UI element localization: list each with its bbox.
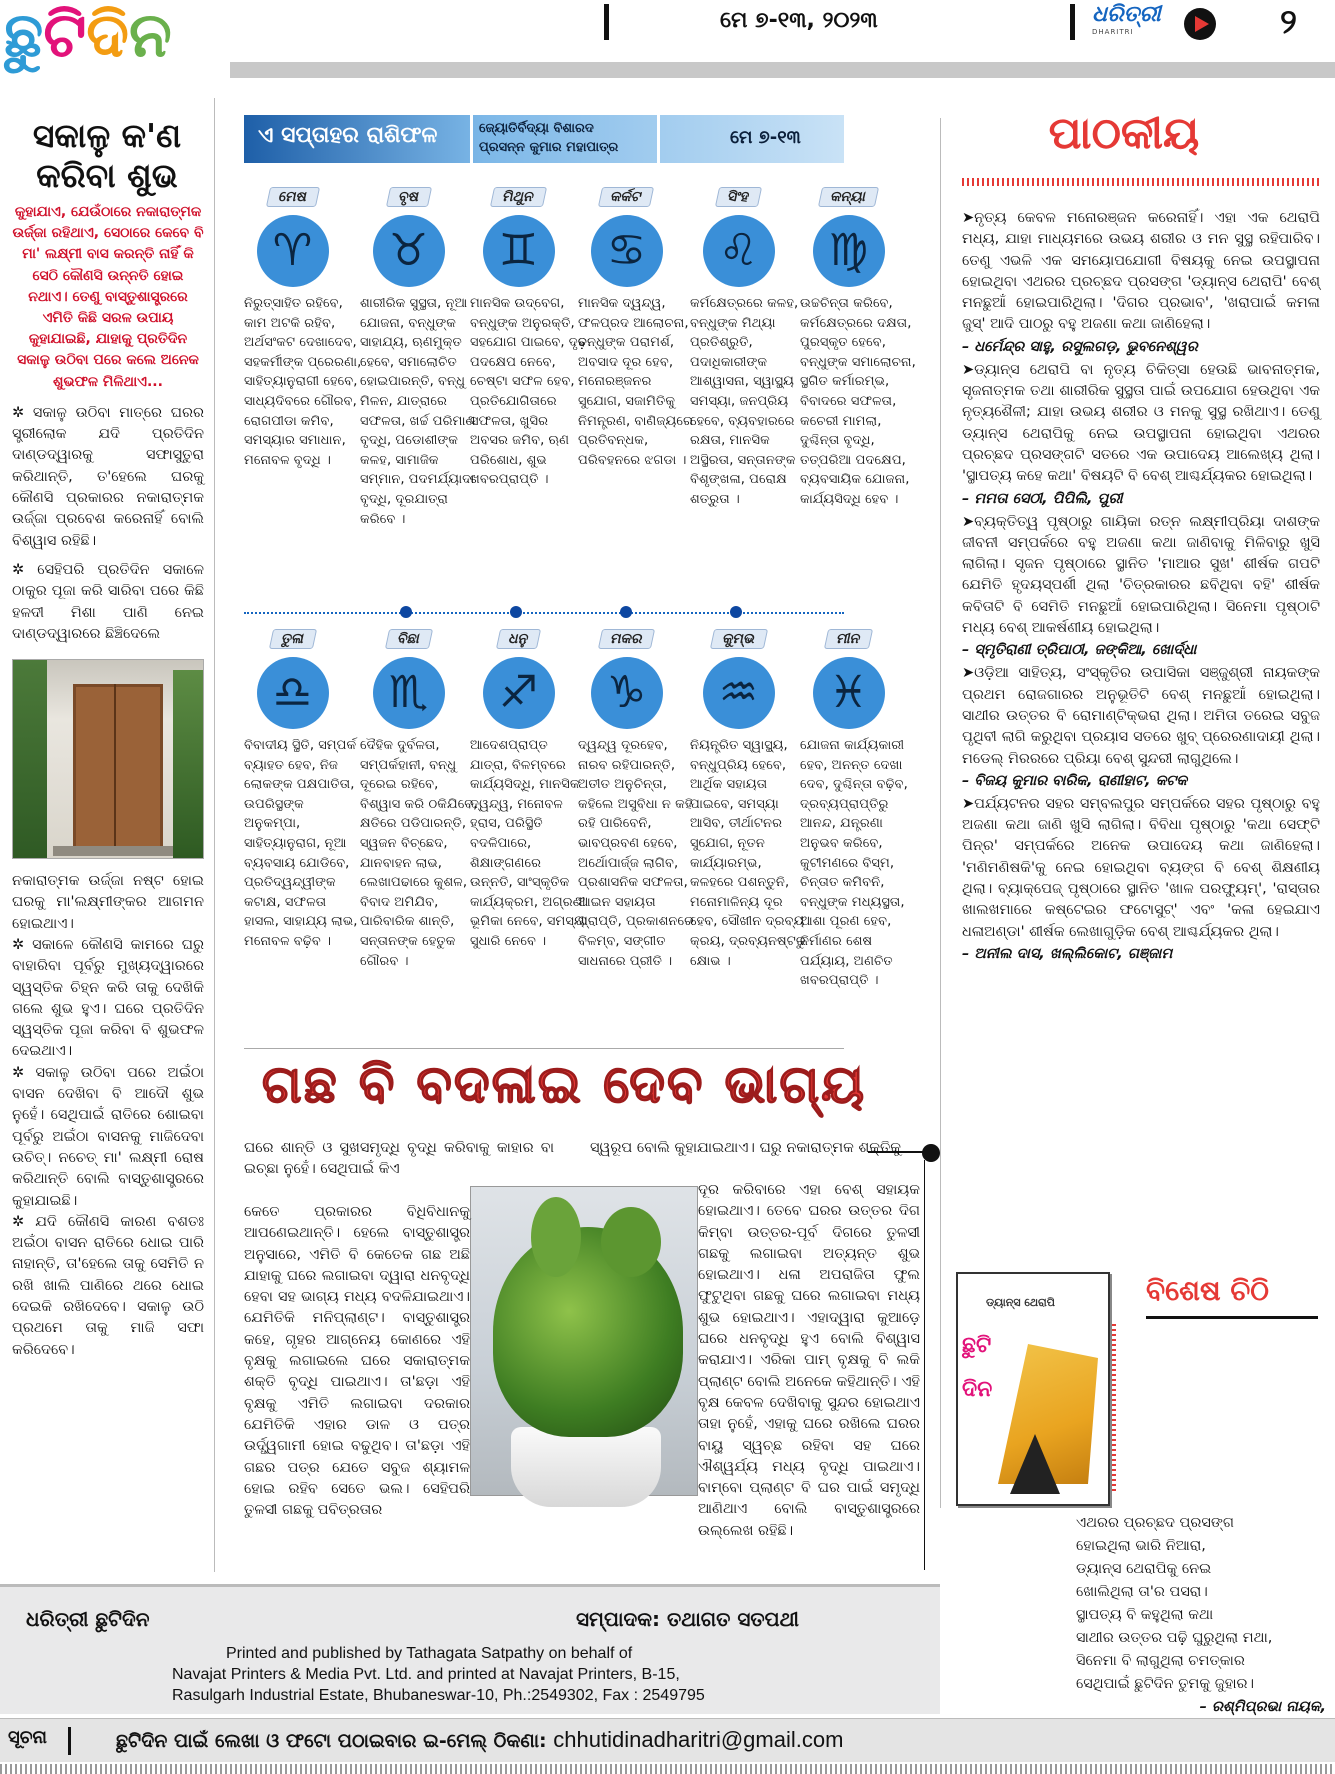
footer-printed-2: Navajat Printers & Media Pvt. Ltd. and printed at Navajat Printers, B-15, — [172, 1666, 680, 1683]
cover-title: ଡ୍ୟାନ୍ସ ଥେରାପି — [986, 1296, 1056, 1309]
brand-name: ଧରିତ୍ରୀ — [1092, 2, 1161, 27]
zodiac-symbol-icon: ♊ — [483, 215, 555, 287]
zodiac-name: କର୍କଟ — [598, 187, 655, 207]
poem-line: ଏଥରର ପ୍ରଚ୍ଛଦ ପ୍ରସଙ୍ଗ — [1076, 1515, 1234, 1531]
masthead — [4, 0, 224, 80]
poem-line: ସିନେମା ବି ଲାଗୁଥିଲା ଚମତ୍କାର — [1076, 1653, 1245, 1669]
zodiac-prediction: ଦୈହିକ ଦୁର୍ବଳତା, ସମ୍ପର୍କହାନୀ, ବନ୍ଧୁ ଦୂରେଇ ରହିବେ, ବିଶ୍ୱାସ କରି ଠକିଯିବେ, କ୍ଷତିରେ ପଡିପାରନ୍ତି, ସ୍ୱଜନ ବିଚ୍ଛେଦ, ଯାନବାହନ ଲାଭ, ଲେଖାପଢାରେ କୁଶଳ, ବିବାଦ ଅମିଯିବ, ପାରିବାରିକ ଶାନ୍ତି, ସନ୍ତାନଙ୍କ ହେତୁକ ଗୌରବ । — [360, 738, 478, 969]
special-letter-box — [956, 1272, 1326, 1715]
header-date: ମେ ୭-୧୩, ୨୦୨୩ — [720, 8, 878, 33]
zodiac-prediction: ଆଦେଶପ୍ରାପ୍ତ ଯାତ୍ରା, ବିଳମ୍ବରେ କାର୍ଯ୍ୟସିଦ୍ଧି, ମାନସିକ ଦ୍ୱନ୍ଦ୍ୱ, ମନୋବଳ ହ୍ରାସ, ପରିସ୍ଥିତି ବଦଳିପାରେ, ଶିକ୍ଷାଙ୍ଗଣରେ ଉନ୍ନତି, ସାଂସ୍କୃତିକ କାର୍ଯ୍ୟକ୍ରମ, ଅଗ୍ରଣୀ ଭୂମିକା ନେବେ, ସମସ୍ୟା ସୁଧାରି ନେବେ । — [470, 738, 588, 949]
zodiac-sign — [686, 186, 791, 287]
reader-letter: ➤ଓଡ଼ିଆ ସାହିତ୍ୟ, ସଂସ୍କୃତିର ଉପାସିକା ସଞ୍ଜୁଶ୍ରୀ ନାୟକଙ୍କ ପ୍ରଥମ ରୋଜଗାରର ଅନୁଭୂତିଟି ବେଶ୍ ମନଛୁଆଁ ହୋଇଥିଲା। ସାଥୀର ଉତ୍ତର ବି ରୋମାଣ୍ଟିକ୍‌ଭରା ଥିଲା। ଅମିତା ତରେଇ ସବୁଜ ପୃଥିବୀ ଲାଗି କରୁଥିବା ପ୍ରୟାସ ସତରେ ଖୁବ୍ ପ୍ରେରଣାଦାୟୀ ଥିଲା। ମଡେଲ୍ ମିରରରେ ପ୍ରିୟା ବେଶ୍ ସୁନ୍ଦରୀ ଲାଗୁଥିଲେ। — [962, 665, 1320, 767]
zodiac-sign — [240, 186, 345, 287]
zodiac-prediction: ଯୋଜନା କାର୍ଯ୍ୟକାରୀ ହେବ, ଅନନ୍ତ ଦେଖା ଦେବ, ଦୁଶ୍ଚିନ୍ତା ବଢ଼ିବ, ଦ୍ରବ୍ୟପ୍ରାପ୍ତିରୁ ଆନନ୍ଦ, ଯନ୍ତ୍ରଣା ଅନୁଭବ କରିବେ, କୁଟୀମଣରେ ବିସ୍ମ, ଚିନ୍ତାତ କମିବନି, ବନ୍ଧୁଙ୍କ ମଧ୍ୟସ୍ଥତା, ଆଶା ପୂରଣ ହେବ, ନିର୍ମାଣର ଶେଷ ପର୍ଯ୍ୟାୟ, ଅଣଚିତ ଖବରପ୍ରାପ୍ତି । — [800, 738, 908, 989]
zodiac-prediction: ମାନସିକ ଉଦ୍‌ବେଗ, ବନ୍ଧୁଙ୍କ ଅନୁରକ୍ତି, ସହଯୋଗ ପାଇବେ, ଦୃଢ଼ ପଦକ୍ଷେପ ନେବେ, ଚେଷ୍ଟା ସଫଳ ହେବ, ପ୍ରତିଯୋଗିତାରେ ସଫଳତା, ଖୁସିର ଅବସର ଜମିବ, ଋଣ ପରିଶୋଧ, ଶୁଭ ଖବରପ୍ରାପ୍ତି । — [470, 296, 587, 488]
zodiac-sign — [356, 628, 461, 729]
zodiac-sign — [796, 628, 901, 729]
poem-line: ଖୋଲିଥିଲା ତା'ର ପସରା। — [1076, 1584, 1208, 1600]
left-title-line2: କରିବା ଶୁଭ — [36, 156, 178, 195]
zodiac-sign — [466, 186, 571, 287]
zodiac-prediction: ଶାରୀରିକ ସୁସ୍ଥତା, ନୂଆ ଯୋଜନା, ବନ୍ଧୁଙ୍କ ସାହାଯ୍ୟ, ଋଣମୁକ୍ତ ହେବେ, ସମାଲୋଚିତ ହୋଇପାରନ୍ତି, ବନ୍ଧୁ ମିଳନ, ଯାତ୍ରାରେ ସଫଳତା, ଖର୍ଚ୍ଚ ପରିମାଣ ବୃଦ୍ଧି, ପଡୋଶୀଙ୍କ କଳହ, ସାମାଜିକ ସମ୍ମାନ, ପଦମର୍ଯ୍ୟାଦା ବୃଦ୍ଧି, ଦୂରଯାତ୍ରା କରିବେ । — [360, 296, 476, 527]
zodiac-symbol-icon: ♎ — [257, 657, 329, 729]
separator-dot — [620, 606, 632, 618]
masthead-letter-3: ଦି — [86, 0, 129, 71]
left-column — [0, 100, 214, 1570]
special-letter-corner — [1112, 1324, 1116, 1494]
zodiac-name: ମକର — [598, 629, 656, 649]
plant-bottom-rows — [244, 1502, 920, 1566]
notice-bar — [0, 1718, 1335, 1762]
cover-masthead: ଛୁଟିଦିନ — [962, 1333, 993, 1402]
zodiac-prediction: ନିୟନ୍ତ୍ରିତ ସ୍ୱାସ୍ଥ୍ୟ, ବନ୍ଧୁପ୍ରିୟ ହେବେ, ଆର୍ଥିକ ସହାୟତା ପାଇବେ, ସମସ୍ୟା ଆସିବ, ତୀର୍ଥାଟନର ସୁଯୋଗ, ନୂତନ କାର୍ଯ୍ୟାରମ୍ଭ, କଳହରେ ପଶନ୍ତୁନି, ମନୋମାଳିନ୍ୟ ଦୂର ହେବ, ସୌଖୀନ ଦ୍ରବ୍ୟ କ୍ରୟ, ଦ୍ରବ୍ୟନଷ୍ଟରୁ କ୍ଷୋଭ । — [690, 738, 806, 969]
zodiac-symbol-icon: ♓ — [813, 657, 885, 729]
zodiac-symbol-icon: ♍ — [813, 215, 885, 287]
reader-signature: – ମମତା ସେଠୀ, ପିପିଲି, ପୁରୀ — [962, 490, 1123, 507]
zodiac-symbol-icon: ♌ — [703, 215, 775, 287]
zodiac-prediction: କର୍ମକ୍ଷେତ୍ରରେ କଳହ, ବନ୍ଧୁଙ୍କ ମିଥ୍ୟା ପ୍ରତିଶ୍ରୁତି, ପଦାଧିକାରୀଙ୍କ ଆଶ୍ୱାସନା, ସ୍ୱାସ୍ଥ୍ୟ ସମସ୍ୟା, ଜନପ୍ରିୟ ହେବେ, ବ୍ୟବହାରରେ ରକ୍ଷତା, ମାନସିକ ଅସ୍ଥିରତା, ସନ୍ତାନଙ୍କ ବିଶୃଙ୍ଖଳା, ପରୋକ୍ଷ ଶତ୍ରୁତା । — [690, 296, 799, 507]
zodiac-name: ବୃଷ — [385, 187, 431, 207]
author-credential: ଜ୍ୟୋତିର୍ବିଦ୍ୟା ବିଶାରଦ — [479, 121, 594, 136]
zodiac-sign — [574, 186, 679, 287]
poem-signature-name: – ରଶ୍ମିପ୍ରଭା ନାୟକ, — [1199, 1699, 1326, 1715]
reader-signature: – ଧର୍ମେନ୍ଦ୍ର ସାହୁ, ରସୁଲଗଡ଼, ଭୁବନେଶ୍ୱର — [962, 338, 1198, 355]
left-para-3: ନକାରାତ୍ମକ ଉର୍ଜ୍ଜା ନଷ୍ଟ ହୋଇ ଘରକୁ ମା'ଲକ୍ଷ୍ମୀଙ୍କର ଆଗମନ ହୋଇଥାଏ। ✲ ସକାଳେ କୌଣସି କାମରେ ଘରୁ ବାହାରିବା ପୂର୍ବରୁ ମୁଖ୍ୟଦ୍ୱାରରେ ସ୍ୱସ୍ତିକ ଚିହ୍ନ କରି ତାକୁ ଦେଖିକି ଗଲେ ଶୁଭ ହୁଏ। ଘରେ ପ୍ରତିଦିନ ସ୍ୱସ୍ତିକ ପୂଜା କରିବା ବି ଶୁଭଫଳ ଦେଇଥାଏ। ✲ ସକାଳୁ ଉଠିବା ପରେ ଅଇଁଠା ବାସନ ଦେଖିବା ବି ଆଦୌ ଶୁଭ ନୁହେଁ। ସେଥିପାଇଁ ରାତିରେ ଶୋଇବା ପୂର୍ବରୁ ଅଇଁଠା ବାସନକୁ ମାଜିଦେବା ଉଚିତ୍। ନଚେତ୍ ମା' ଲକ୍ଷ୍ମୀ ରୋଷ କରିଥାନ୍ତି ବୋଲି ବାସ୍ତୁଶାସ୍ତ୍ରରେ କୁହାଯାଇଛି। ✲ ଯଦି କୌଣସି କାରଣ ବଶତଃ ଅଇଁଠା ବାସନ ରାତିରେ ଧୋଇ ପାରି ନାହାନ୍ତି, ତା'ହେଲେ ତାକୁ ସେମିତି ନ ରଖି ଖାଲି ପାଣିରେ ଥରେ ଧୋଇ ଦେଇକି ରଖିଦେବେ। ସକାଳୁ ଉଠି ପ୍ରଥମେ ତାକୁ ମାଜି ସଫା କରିଦେବେ। — [12, 873, 204, 1358]
plant-col2-body: ଦୂର କରିବାରେ ଏହା ବେଶ୍ ସହାୟକ ହୋଇଥାଏ। ତେବେ ଘରର ଉତ୍ତର ଦିଗ କିମ୍ବା ଉତ୍ତର-ପୂର୍ବ ଦିଗରେ ତୁଳସୀ ଗଛକୁ ଲଗାଇବା ଅତ୍ୟନ୍ତ ଶୁଭ ହୋଇଥାଏ। ଧଳା ଅପରାଜିତା ଫୁଲ ଫୁଟୁଥିବା ଗଛକୁ ଘରେ ଲଗାଇବା ମଧ୍ୟ ଶୁଭ ହୋଇଥାଏ। ଏହାଦ୍ୱାରା କୁଆଡ଼େ ଘରେ ଧନବୃଦ୍ଧି ହୁଏ ବୋଲି ବିଶ୍ୱାସ କରାଯାଏ। ଏରିକା ପାମ୍ ବୃକ୍ଷକୁ ବି ଲକି ପ୍ଲାଣ୍ଟ ବୋଲି ଅନେକେ କହିଥାନ୍ତି। ଏହି ବୃକ୍ଷ କେବଳ ଦେଖିବାକୁ ସୁନ୍ଦର ହୋଇଥାଏ ତାହା ନୁହେଁ, ଏହାକୁ ଘରେ ରଖିଲେ ଘରର ବାୟୁ ସ୍ୱଚ୍ଛ ରହିବା ସହ ଘରେ ଐଶ୍ୱର୍ଯ୍ୟ ମଧ୍ୟ ବୃଦ୍ଧି ପାଇଥାଏ। ବାମ୍ବୋ ପ୍ଲାଣ୍ଟ ବି ଘର ପାଇଁ ସମୃଦ୍ଧି ଆଣିଥାଏ ବୋଲି ବାସ୍ତୁଶାସ୍ତ୍ରରେ ଉଲ୍ଲେଖ ରହିଛି। — [698, 1182, 920, 1539]
zodiac-prediction: ଦ୍ୱନ୍ଦ୍ୱ ଦୂରହେବ, ନାରବ ରହିପାରନ୍ତି, ଅତୀତ ଅନୁଚିନ୍ତା, କହିଲେ ଅସୁବିଧା ନ କହି ରହି ପାରିବେନି, ଭାବପ୍ରବଣ ହେବେ, ଅର୍ଥୋପାର୍ଜ୍ଜ ଲାଗିବ, ପ୍ରଶାସନିକ ସଫଳତା, ଆଇନ ସହାୟତା ପ୍ରାପ୍ତି, ପ୍ରକାଶନରେ ବିଳମ୍ବ, ସଙ୍ଗୀତ ସାଧନାରେ ପ୍ରୀତି । — [578, 738, 695, 969]
notice-label: ସୂଚନା — [8, 1727, 71, 1755]
notice-email[interactable]: chhutidinadharitri@gmail.com — [553, 1727, 844, 1752]
left-title-line1: ସକାଳୁ କ'ଣ — [32, 116, 182, 155]
author-name: ପ୍ରସନ୍ନ କୁମାର ମହାପାତ୍ର — [479, 140, 619, 155]
plant-col1-body: କେତେ ପ୍ରକାରର ବିଧିବିଧାନକୁ ଆପଣେଇଥାନ୍ତି। ହେଲେ ବାସ୍ତୁଶାସ୍ତ୍ର ଅନୁସାରେ, ଏମିତି ବି କେତେକ ଗଛ ଅଛି ଯାହାକୁ ଘରେ ଲଗାଇବା ଦ୍ୱାରା ଧନବୃଦ୍ଧି ହେବା ସହ ଭାଗ୍ୟ ମଧ୍ୟ ବଦଳିଯାଇଥାଏ। ଯେମିତିକି ମନିପ୍ଲାଣ୍ଟ। ବାସ୍ତୁଶାସ୍ତ୍ର କହେ, ଗୃହର ଆଗ୍ନେୟ କୋଣରେ ଏହି ବୃକ୍ଷକୁ ଲଗାଇଲେ ଘରେ ସକାରାତ୍ମକ ଶକ୍ତି ବୃଦ୍ଧି ପାଇଥାଏ। ତା'ଛଡ଼ା ଏହି ବୃକ୍ଷକୁ ଏମିତି ଲଗାଇବା ଦରକାର ଯେମିତିକି ଏହାର ଡାଳ ଓ ପତ୍ର ଉର୍ଦ୍ଧ୍ୱଗାମୀ ହୋଇ ବଢୁଥିବ। ତା'ଛଡ଼ା ଏହି ଗଛର ପତ୍ର ଯେତେ ସବୁଜ ଶ୍ୟାମଳ ହୋଇ ରହିବ ସେତେ ଭଲ। ସେହିପରି ତୁଳସୀ ଗଛକୁ ପବିତ୍ରତାର — [244, 1204, 470, 1519]
play-icon — [1184, 8, 1216, 40]
reader-letter: ➤ନୃତ୍ୟ କେବଳ ମନୋରଞ୍ଜନ କରେନାହିଁ। ଏହା ଏକ ଥେରାପି ମଧ୍ୟ, ଯାହା ମାଧ୍ୟମରେ ଉଭୟ ଶରୀର ଓ ମନ ସୁସ୍ଥ ରହିପାରିବ। ତେଣୁ ଏଭଳି ଏକ ସମୟୋପଯୋଗୀ ବିଷୟକୁ ନେଇ ଉପସ୍ଥାପନା ହୋଇଥିବା ଏଥରର ପ୍ରଚ୍ଛଦ ପ୍ରସଙ୍ଗ 'ଡ୍ୟାନ୍ସ ଥେରାପି' ବେଶ୍ ମନଛୁଆଁ ହୋଇପାରିଥିଲା। 'ଦିଗର ପ୍ରଭାବ', 'ଖରାପାଇଁ କମଳା ଜୁସ୍' ଆଦି ପାଠରୁ ବହୁ ଅଜଣା କଥା ଜାଣିହେଲା। — [962, 210, 1320, 333]
reader-signature: – ବିଜୟ କୁମାର ବାରିକ, ରାଣୀହାଟ, କଟକ — [962, 772, 1188, 789]
zodiac-prediction: ମାନସିକ ଦ୍ୱନ୍ଦ୍ୱ, ଫଳପ୍ରଦ ଆଲୋଚନା, ବନ୍ଧୁଙ୍କ ପରାମର୍ଶ, ଅବସାଦ ଦୂର ହେବ, ମନୋରଞ୍ଜନର ସୁଯୋଗ, ସଜାମିତିକୁ ନିମନ୍ତ୍ରଣ, ବାଣିଜ୍ୟରେ ପ୍ରତିବନ୍ଧକ, ପରିବହନରେ ଝଗଡା । — [578, 296, 693, 468]
plant-photo — [470, 1186, 698, 1496]
footer-printed-3: Rasulgarh Industrial Estate, Bhubaneswar-10, Ph.:2549302, Fax : 2549795 — [172, 1687, 705, 1704]
zodiac-symbol-icon: ♈ — [257, 215, 329, 287]
zodiac-name: ତୁଳା — [268, 629, 316, 649]
separator-dot — [730, 606, 742, 618]
notice-message: ଛୁଟିଦିନ ପାଇଁ ଲେଖା ଓ ଫଟୋ ପଠାଇବାର ଇ-ମେଲ୍ ଠିକଣା: — [116, 1730, 554, 1752]
zodiac-name: ଧନୁ — [496, 629, 541, 649]
reader-signature: – ସ୍ମୃତିରାଣୀ ତ୍ରିପାଠୀ, ଜଙ୍କିଆ, ଖୋର୍ଦ୍ଧା — [962, 642, 1197, 659]
header-bar — [230, 62, 1335, 78]
plant-col1-top: ଘରେ ଶାନ୍ତି ଓ ସୁଖସମୃଦ୍ଧି ବୃଦ୍ଧି କରିବାକୁ କାହାର ବା ଇଚ୍ଛା ନୁହେଁ। ସେଥିପାଇଁ କିଏ — [244, 1140, 554, 1178]
zodiac-sign — [356, 186, 461, 287]
zodiac-prediction: ନିରୁତ୍ସାହିତ ରହିବେ, କାମ ଅଟକି ରହିବ, ଅର୍ଥସଂକଟ ଦେଖାଦେବ, ସହକର୍ମୀଙ୍କ ପ୍ରେରଣା, ସାହିତ୍ୟାନୁରାଗୀ ହେବେ, ସାଧ୍ୟଦିବରେ ଗୌରବ, ରୋଗପୀଡା କମିବ, ସମସ୍ୟାର ସମାଧାନ, ମନୋବଳ ବୃଦ୍ଧି । — [244, 296, 362, 468]
masthead-letter-2: ଟି — [43, 0, 87, 71]
zodiac-symbol-icon: ♏ — [373, 657, 445, 729]
notice-text — [116, 1727, 843, 1753]
footer-box — [0, 1584, 940, 1714]
zodiac-name: ବିଛା — [385, 629, 433, 649]
horoscope-bottom-border — [244, 1048, 844, 1049]
left-column-border — [214, 98, 215, 1572]
masthead-letter-1: ଛୁ — [4, 0, 44, 71]
poem-line: ସାଥୀର ଉତ୍ତର ପଢ଼ି ଘୁରୁଥିଲା ମଥା, — [1076, 1630, 1273, 1646]
masthead-letter-4: ନ — [128, 0, 172, 71]
zodiac-symbol-icon: ♒ — [703, 657, 775, 729]
zodiac-sign — [686, 628, 791, 729]
reader-signature: – ଅନୀଲ ଦାସ, ଖଲ୍ଲିକୋଟ, ଗଞ୍ଜାମ — [962, 945, 1173, 962]
zodiac-name: କନ୍ୟା — [818, 187, 879, 207]
zodiac-symbol-icon: ♑ — [591, 657, 663, 729]
poem-line: ହୋଇଥିଲା ଭାରି ନିଆରା, — [1076, 1538, 1206, 1554]
horoscope-title: ଏ ସପ୍ତାହର ରାଶିଫଳ — [258, 123, 438, 148]
zodiac-sign — [574, 628, 679, 729]
zodiac-name: ସିଂହ — [715, 187, 762, 207]
page-number: ୨ — [1280, 2, 1297, 42]
bottom-stripe — [0, 1764, 1335, 1774]
reader-letter: ➤ବ୍ୟକ୍ତିତ୍ୱ ପୃଷ୍ଠାରୁ ଗାୟିକା ରତ୍ନ ଲକ୍ଷ୍ମୀପ୍ରିୟା ଦାଶଙ୍କ ଜୀବନୀ ସମ୍ପର୍କରେ ବହୁ ଅଜଣା କଥା ଜାଣିବାକୁ ମିଳିବାରୁ ଖୁସି ଲାଗିଲା। ସୃଜନ ପୃଷ୍ଠାରେ ସ୍ଥାନିତ 'ମାଆର ସୁଖ' ଶୀର୍ଷକ ଗପଟି ଯେମିତି ହୃଦୟସ୍ପର୍ଶୀ ଥିଲା 'ଚିତ୍ରକାରର ଛବିଥିବା ବହି' ଶୀର୍ଷକ କବିତାଟି ବି ସେମିତି ମନଛୁଆଁ ହୋଇପାରିଥିଲା। ସିନେମା ପୃଷ୍ଠାଟି ମଧ୍ୟ ବେଶ୍ ଆକର୍ଷଣୀୟ ହୋଇଥିଲା। — [962, 513, 1320, 637]
reader-letter: ➤ପର୍ଯ୍ୟଟନର ସହର ସମ୍ବଲପୁର ସମ୍ପର୍କରେ ସହର ପୃଷ୍ଠାରୁ ବହୁ ଅଜଣା କଥା ଜାଣି ଖୁସି ଲାଗିଲା। ବିବିଧା ପୃଷ୍ଠାରୁ 'କଥା ସେଫ୍ଟି ପିନ୍‌ର' ସମ୍ପର୍କରେ ଅନେକ ଉପାଦେୟ କଥା ଜାଣିହେଲା। 'ମଣିମଣିଷକି'କୁ ନେଇ ହୋଇଥିବା ବ୍ୟଙ୍ଗ ବି ବେଶ୍ ଶିକ୍ଷଣୀୟ ଥିଲା। ବ୍ୟାକ୍‌ପେଜ୍ ପୃଷ୍ଠାରେ ସ୍ଥାନିତ 'ଖାଳ ପରଫ୍ୟୁମ୍', 'ରାସ୍ତାର ଖାଲଖମାରେ କଷ୍ଟେଇର ଫଟୋସୁଟ୍' ଏବଂ 'କଳା ହେଇଯାଏ ଧଳାଅଣ୍ଡା' ଶୀର୍ଷକ ଲେଖାଗୁଡ଼ିକ ବେଶ୍ ଆଶ୍ଚର୍ଯ୍ୟକର ଥିଲା। — [962, 795, 1320, 940]
plant-col2-top: ସ୍ୱରୂପ ବୋଲି କୁହାଯାଇଥାଏ। ଘରୁ ନକାରାତ୍ମକ ଶକ୍ତିକୁ — [590, 1140, 902, 1156]
zodiac-symbol-icon: ♉ — [373, 215, 445, 287]
door-image — [12, 659, 204, 859]
reader-letter: ➤ଡ୍ୟାନ୍ସ ଥେରାପି ବା ନୃତ୍ୟ ଚିକିତ୍ସା ହେଉଛି ଭାବନାତ୍ମକ, ସୃଜନାତ୍ମକ ତଥା ଶାରୀରିକ ସୁସ୍ଥତା ପାଇଁ ଉପଯୋଗ ହେଉଥିବା ଏକ ନୃତ୍ୟଶୈଳୀ; ଯାହା ଉଭୟ ଶରୀର ଓ ମନକୁ ସୁସ୍ଥ ରଖିଥାଏ। ତେଣୁ ଡ୍ୟାନ୍ସ ଥେରାପିକୁ ନେଇ ଉପସ୍ଥାପନା ହୋଇଥିବା ଏଥରର ପ୍ରଚ୍ଛଦ ପ୍ରସଙ୍ଗଟି ସତରେ ଏକ ଉପାଦେୟ ଆଲେଖ୍ୟ ଥିଲା। 'ସ୍ଥାପତ୍ୟ କହେ କଥା' ବିଷୟଟି ବି ବେଶ୍ ଆଶ୍ଚର୍ଯ୍ୟକର ହୋଇଥିଲା। — [962, 361, 1320, 485]
zodiac-name: ମିଥୁନ — [490, 187, 547, 207]
left-intro: କୁହାଯାଏ, ଯେଉଁଠାରେ ନକାରାତ୍ମକ ଉର୍ଜ୍ଜା ରହିଥାଏ, ସେଠାରେ କେବେ ବି ମା' ଲକ୍ଷ୍ମୀ ବାସ କରନ୍ତି ନାହିଁ କି ସେଠି କୌଣସି ଉନ୍ନତି ହୋଇ ନଥାଏ। ତେଣୁ ବାସ୍ତୁଶାସ୍ତ୍ରରେ ଏମିତି କିଛି ସରଳ ଉପାୟ କୁହାଯାଇଛି, ଯାହାକୁ ପ୍ରତିଦିନ ସକାଳୁ ଉଠିବା ପରେ କଲେ ଅନେକ ଶୁଭଫଳ ମିଳିଥାଏ... — [12, 204, 204, 390]
horoscope-author — [470, 115, 660, 163]
zodiac-sign — [466, 628, 571, 729]
horoscope-header — [244, 115, 844, 163]
readers-column-border — [940, 118, 941, 1508]
footer-brand: ଧରିତ୍ରୀ ଛୁଟିଦିନ — [26, 1607, 150, 1631]
readers-title-rule — [962, 178, 1322, 186]
plant-headline: ଗଛ ବି ବଦଳାଇ ଦେବ ଭାଗ୍ୟ — [261, 1055, 867, 1115]
left-para-1: ✲ ସକାଳୁ ଉଠିବା ମାତ୍ରେ ଘରର ସ୍ତ୍ରୀଲୋକ ଯଦି ପ୍ରତିଦିନ ଦାଣ୍ଡଦ୍ୱାରକୁ ସଫାସୁତୁରା କରିଥାନ୍ତି, ତ'ହେଲେ ଘରକୁ କୌଣସି ପ୍ରକାରର ନକାରାତ୍ମକ ଉର୍ଜ୍ଜା ପ୍ରବେଶ କରେନାହିଁ ବୋଲି ବିଶ୍ୱାସ ରହିଛି। — [12, 404, 204, 549]
poem-line: ଡ୍ୟାନ୍ସ ଥେରାପିକୁ ନେଇ — [1076, 1561, 1212, 1577]
zodiac-name: ମେଷ — [265, 187, 319, 207]
special-poem — [1076, 1512, 1326, 1740]
poem-line: ସେଥିପାଇଁ ଛୁଟିଦିନ ତୁମକୁ ଜୁହାର। — [1076, 1676, 1255, 1692]
footer-printed-1: Printed and published by Tathagata Satpathy on behalf of — [226, 1645, 633, 1662]
zodiac-sign — [796, 186, 901, 287]
zodiac-symbol-icon: ♋ — [591, 215, 663, 287]
separator-dot — [400, 606, 412, 618]
zodiac-symbol-icon: ♐ — [483, 657, 555, 729]
zodiac-prediction: ବିବାଦୀୟ ସ୍ଥିତି, ସମ୍ପର୍କ ବ୍ୟାହତ ହେବ, ନିଜ ଲୋକଙ୍କ ପକ୍ଷପାତିତା, ଉପରିସ୍ଥଙ୍କ ଅନୁକମ୍ପା, ସାହିତ୍ୟାନୁରାଗ, ନୂଆ ବ୍ୟବସାୟ ଯୋଡିବେ, ପ୍ରତିଦ୍ୱନ୍ଦ୍ୱୀଙ୍କ କଟାକ୍ଷ, ସଫଳତା ହାସଲ, ସାହାଯ୍ୟ ଲାଭ, ମନୋବଳ ବଢ଼ିବ । — [244, 738, 358, 949]
magazine-cover — [956, 1272, 1110, 1506]
poem-line: ସ୍ଥାପତ୍ୟ ବି କହୁଥିଲା କଥା — [1076, 1607, 1214, 1623]
article-border-right — [924, 1160, 925, 1570]
readers-title: ପାଠକୀୟ — [1048, 108, 1200, 159]
footer-editor: ସମ୍ପାଦକ: ତଥାଗତ ସତପଥୀ — [576, 1607, 799, 1631]
separator-dot — [510, 606, 522, 618]
readers-letters — [962, 208, 1320, 967]
zodiac-prediction: ଉଚ୍ଚଚିନ୍ତା କରିବେ, କର୍ମକ୍ଷେତ୍ରରେ ଦକ୍ଷତା, ପୁରସ୍କୃତ ହେବେ, ବନ୍ଧୁଙ୍କ ସମାଲୋଚନା, ସ୍ଥଗିତ କର୍ମାରମ୍ଭ, ବିବାଦରେ ସଫଳତା, କଚେରୀ ମାମଲା, ଦୁଶ୍ଚିନ୍ତା ବୃଦ୍ଧି, ତତ୍ପରିଆ ପଦକ୍ଷେପ, ବ୍ୟବସାୟିକ ଯୋଜନା, କାର୍ଯ୍ୟସିଦ୍ଧି ହେବ । — [800, 296, 916, 507]
horoscope-separator — [244, 612, 844, 614]
special-title-rule — [1146, 1316, 1318, 1319]
brand-sub: DHARITRI — [1092, 28, 1134, 36]
zodiac-name: କୁମ୍ଭ — [709, 629, 767, 649]
special-letter-title: ବିଶେଷ ଚିଠି — [1146, 1274, 1269, 1307]
zodiac-name: ମୀନ — [824, 629, 873, 649]
left-para-2: ✲ ସେହିପରି ପ୍ରତିଦିନ ସକାଳେ ଠାକୁର ପୂଜା କରି ସାରିବା ପରେ କିଛି ହଳଦୀ ମିଶା ପାଣି ନେଇ ଦାଣ୍ଡଦ୍ୱାରରେ ଛିଞ୍ଚିଦେଲେ — [12, 561, 204, 642]
header-divider-left — [604, 4, 609, 40]
header-divider-right — [1070, 4, 1075, 40]
horoscope-date: ମେ ୭-୧୩ — [730, 127, 801, 148]
brand-logo — [1092, 2, 1182, 46]
zodiac-sign — [240, 628, 345, 729]
